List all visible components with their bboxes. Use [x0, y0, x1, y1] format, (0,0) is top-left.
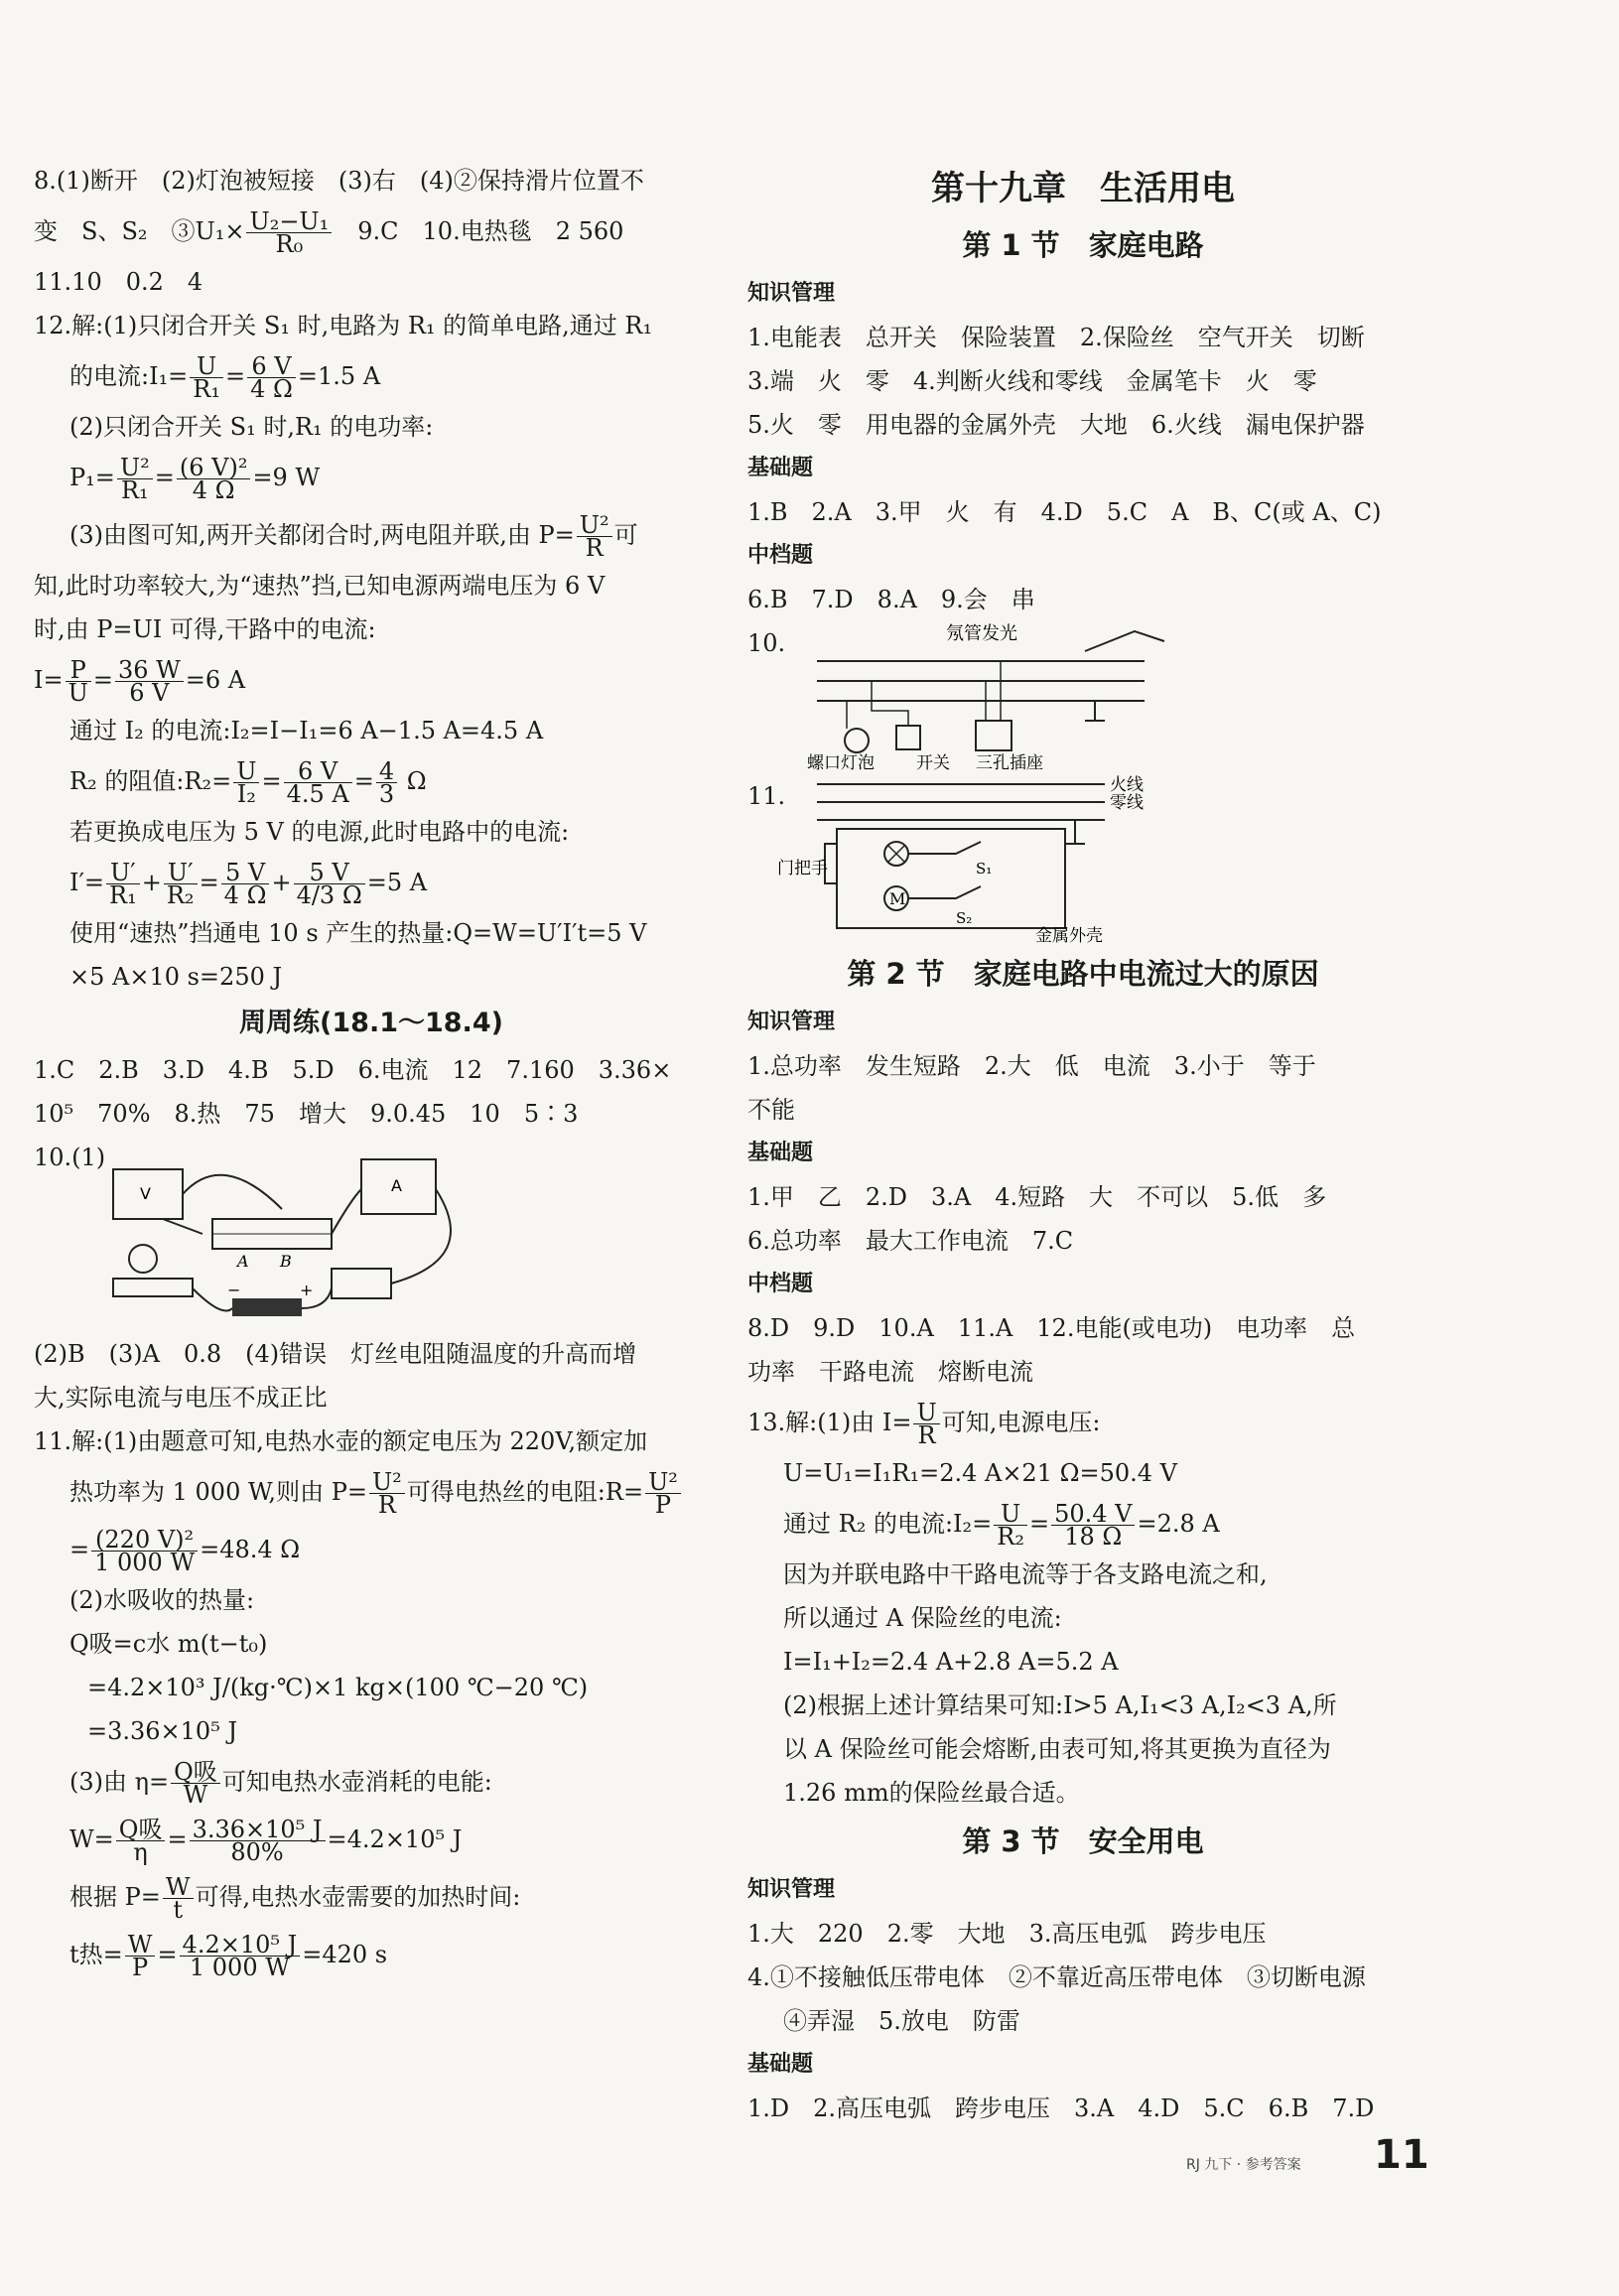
formula-line: t热= $\frac{W}{P}$ = $\frac{\text{4.2×10⁵ J}}{1 000 W}$ =420 s: [69, 1931, 388, 1981]
footer-text: RJ 九下 · 参考答案: [1186, 2157, 1301, 2173]
answer-line: 11.: [747, 782, 786, 810]
answer-line: [34, 203, 709, 260]
formula-line: = $\frac{\text{(220 V)²}}{1 000 W}$ =48.4 Ω: [69, 1526, 301, 1576]
fraction: $\frac{W}{P}$: [125, 1934, 156, 1978]
left-column: [34, 159, 709, 1983]
figure-label: 门把手: [777, 859, 828, 878]
answer-line: 因为并联电路中干路电流等于各支路电流之和,: [783, 1560, 1268, 1588]
figure-label: 氖管发光: [946, 623, 1017, 644]
fraction: $\frac{\text{(220 V)²}}{1 000 W}$: [91, 1529, 198, 1573]
test-pen-icon: [1085, 631, 1164, 651]
answer-line: 1.26 mm的保险丝最合适。: [783, 1779, 1080, 1807]
text: 变 S、S₂ ③U₁×: [34, 217, 245, 245]
subheading: 基础题: [747, 2052, 814, 2077]
fraction: $\frac{4}{3}$: [376, 760, 397, 805]
answer-line: 若更换成电压为 5 V 的电源,此时电路中的电流:: [69, 818, 570, 846]
figure-label: M: [889, 889, 906, 908]
answer-line: 1.总功率 发生短路 2.大 低 电流 3.小于 等于: [747, 1052, 1316, 1080]
metal-case: [837, 829, 1065, 928]
answer-line: 1.电能表 总开关 保险装置 2.保险丝 空气开关 切断: [747, 324, 1365, 351]
answer-line: 8.(1)断开 (2)灯泡被短接 (3)右 (4)②保持滑片位置不: [34, 167, 644, 195]
answer-line: 1.B 2.A 3.甲 火 有 4.D 5.C A B、C(或 A、C): [747, 498, 1382, 526]
answer-line: 以 A 保险丝可能会熔断,由表可知,将其更换为直径为: [783, 1735, 1331, 1763]
figure-label: 开关: [916, 753, 950, 770]
door-circuit-figure: [777, 774, 1194, 943]
figure-label: 火线: [1110, 775, 1144, 795]
fraction: $\frac{U}{\text{I₂}}$: [233, 760, 259, 805]
fraction: $\frac{U}{R}$: [913, 1402, 939, 1446]
answer-line: ④弄湿 5.放电 防雷: [783, 2007, 1020, 2035]
answer-line: 使用“速热”挡通电 10 s 产生的热量:Q=W=U′I′t=5 V: [69, 919, 647, 947]
formula-line: (3)由 η= $\frac{\text{Q吸}}{W}$ 可知电热水壶消耗的电能:: [69, 1758, 492, 1809]
answer-line: 11.10 0.2 4: [34, 268, 203, 296]
answer-line: 不能: [747, 1096, 795, 1124]
switch-icon: [332, 1269, 391, 1298]
terminal-label: +: [300, 1281, 314, 1299]
section-title: 第 1 节 家庭电路: [962, 228, 1204, 262]
answer-line: I=I₁+I₂=2.4 A+2.8 A=5.2 A: [783, 1648, 1119, 1676]
fraction: $\frac{5 V}{4 \Omega}$: [221, 862, 270, 906]
terminal-label: A: [237, 1252, 249, 1271]
answer-line: 1.D 2.高压电弧 跨步电压 3.A 4.D 5.C 6.B 7.D: [747, 2094, 1375, 2122]
weekly-practice-title: 周周练(18.1～18.4): [239, 1008, 503, 1038]
subheading: 知识管理: [747, 1877, 836, 1902]
terminal-label: B: [280, 1252, 292, 1271]
answer-line: 4.①不接触低压带电体 ②不靠近高压带电体 ③切断电源: [747, 1963, 1366, 1991]
battery-icon: [232, 1298, 302, 1316]
fraction: $\frac{\text{4.2×10⁵ J}}{1 000 W}$: [180, 1934, 301, 1978]
answer-line: 时,由 P=UI 可得,干路中的电流:: [34, 615, 376, 643]
answer-line: =4.2×10³ J/(kg·℃)×1 kg×(100 ℃−20 ℃): [87, 1674, 589, 1701]
right-column: [747, 159, 1418, 2130]
answer-line: 6.B 7.D 8.A 9.会 串: [747, 586, 1035, 613]
svg-text:V: V: [140, 1184, 151, 1203]
bulb-icon: [129, 1245, 157, 1273]
switch-icon: [896, 726, 920, 749]
answer-line: Q吸=c水 m(t−t₀): [69, 1630, 268, 1658]
answer-line: 8.D 9.D 10.A 11.A 12.电能(或电功) 电功率 总: [747, 1314, 1356, 1342]
figure-label: 螺口灯泡: [807, 753, 875, 770]
answer-line: ×5 A×10 s=250 J: [69, 963, 283, 991]
fraction: $\frac{W}{t}$: [163, 1876, 194, 1921]
answer-line: 3.端 火 零 4.判断火线和零线 金属笔卡 火 零: [747, 367, 1317, 395]
answer-line: (2)根据上述计算结果可知:I>5 A,I₁<3 A,I₂<3 A,所: [783, 1691, 1337, 1719]
fraction: $\frac{\text{U²}}{P}$: [645, 1471, 681, 1516]
answer-line: (2)水吸收的热量:: [69, 1586, 255, 1614]
section-title: 第 3 节 安全用电: [962, 1824, 1204, 1858]
formula-line: P₁= $\frac{\text{U²}}{\text{R₁}}$ = $\frac{\text{(6 V)²}}{4 \Omega}$ =9 W: [69, 454, 321, 504]
formula-line: R₂ 的阻值:R₂= $\frac{U}{\text{I₂}}$ = $\frac{6 V}{4.5 A}$ = $\frac{4}{3}$ Ω: [69, 757, 427, 808]
figure-label: 零线: [1110, 793, 1144, 813]
answer-line: 所以通过 A 保险丝的电流:: [783, 1604, 1062, 1632]
terminal-label: −: [227, 1281, 241, 1299]
answer-line: 通过 I₂ 的电流:I₂=I−I₁=6 A−1.5 A=4.5 A: [69, 717, 544, 744]
answer-line: 1.大 220 2.零 大地 3.高压电弧 跨步电压: [747, 1920, 1267, 1948]
figure-label: S₂: [956, 909, 973, 927]
fraction: $\frac{50.4 V}{18 \Omega}$: [1051, 1503, 1135, 1548]
answer-line: 1.甲 乙 2.D 3.A 4.短路 大 不可以 5.低 多: [747, 1183, 1327, 1211]
formula-line: 的电流:I₁= $\frac{U}{\text{R₁}}$ = $\frac{6 V}{4 \Omega}$ =1.5 A: [69, 352, 381, 403]
household-circuit-figure: [777, 621, 1194, 770]
bulb-icon: [845, 729, 869, 752]
formula-line: 热功率为 1 000 W,则由 P= $\frac{\text{U²}}{R}$ 可得电热丝的电阻:R= $\frac{\text{U²}}{P}$: [34, 1463, 709, 1521]
circuit-wiring-figure: [103, 1140, 520, 1328]
subheading: 知识管理: [747, 281, 836, 306]
fraction: $\frac{P}{U}$: [66, 659, 91, 704]
answer-line: 10⁵ 70% 8.热 75 增大 9.0.45 10 5∶3: [34, 1100, 579, 1128]
answer-line: 5.火 零 用电器的金属外壳 大地 6.火线 漏电保护器: [747, 411, 1365, 439]
formula-line: W= $\frac{\text{Q吸}}{\eta}$ = $\frac{\text{3.36×10⁵ J}}{80\%}$ =4.2×10⁵ J: [69, 1816, 463, 1866]
svg-text:A: A: [391, 1176, 402, 1195]
answer-line: U=U₁=I₁R₁=2.4 A×21 Ω=50.4 V: [783, 1459, 1178, 1487]
answer-line: =3.36×10⁵ J: [87, 1717, 238, 1745]
fraction: $\frac{\text{U²}}{\text{R₁}}$: [117, 457, 153, 501]
answer-line: 功率 干路电流 熔断电流: [747, 1358, 1033, 1386]
socket-icon: [976, 721, 1012, 750]
fraction: $\frac{5 V}{4/3 \Omega}$: [294, 862, 365, 906]
fraction: $\frac{\text{U₂−U₁}}{\text{R₀}}$: [246, 210, 332, 255]
answer-line: 11.解:(1)由题意可知,电热水壶的额定电压为 220V,额定加: [34, 1427, 648, 1455]
subheading: 中档题: [747, 1272, 814, 1296]
figure-label: S₁: [976, 860, 993, 878]
answer-line: 10.: [747, 629, 786, 657]
answer-line: 知,此时功率较大,为“速热”挡,已知电源两端电压为 6 V: [34, 572, 606, 600]
fraction: $\frac{U'}{\text{R₁}}$: [106, 862, 140, 906]
fraction: $\frac{\text{(6 V)²}}{4 \Omega}$: [177, 457, 251, 501]
subheading: 中档题: [747, 543, 814, 568]
subheading: 知识管理: [747, 1010, 836, 1034]
answer-line: (2)只闭合开关 S₁ 时,R₁ 的电功率:: [69, 413, 434, 441]
figure-label: 金属外壳: [1035, 926, 1103, 943]
formula-line: I= $\frac{P}{U}$ = $\frac{36 W}{6 V}$ =6 A: [34, 656, 246, 707]
page-number: 11: [1374, 2132, 1429, 2178]
chapter-title: 第十九章 生活用电: [931, 169, 1235, 208]
formula-line: (3)由图可知,两开关都闭合时,两电阻并联,由 P= $\frac{\text{U²}}{R}$ 可: [69, 511, 638, 562]
answer-line: 大,实际电流与电压不成正比: [34, 1384, 328, 1412]
figure-label: 三孔插座: [976, 753, 1043, 770]
answer-line: 12.解:(1)只闭合开关 S₁ 时,电路为 R₁ 的简单电路,通过 R₁: [34, 312, 653, 339]
formula-line: 13.解:(1)由 I= $\frac{U}{R}$ 可知,电源电压:: [747, 1399, 1101, 1449]
fraction: $\frac{36 W}{6 V}$: [115, 659, 184, 704]
formula-line: 根据 P= $\frac{W}{t}$ 可得,电热水壶需要的加热时间:: [69, 1873, 521, 1924]
fraction: $\frac{\text{3.36×10⁵ J}}{80\%}$: [190, 1819, 326, 1863]
fraction: $\frac{\text{Q吸}}{W}$: [171, 1761, 220, 1806]
fraction: $\frac{6 V}{4.5 A}$: [284, 760, 352, 805]
fraction: $\frac{\text{Q吸}}{\eta}$: [116, 1819, 166, 1863]
fraction: $\frac{U'}{\text{R₂}}$: [164, 862, 198, 906]
formula-line: 通过 R₂ 的电流:I₂= $\frac{U}{\text{R₂}}$ = $\frac{50.4 V}{18 \Omega}$ =2.8 A: [783, 1500, 1220, 1551]
section-title: 第 2 节 家庭电路中电流过大的原因: [847, 957, 1319, 991]
formula-line: I′= $\frac{U'}{\text{R₁}}$ + $\frac{U'}{\text{R₂}}$ = $\frac{5 V}{4 \Omega}$ + $\frac{5 V}{4/3 \Omega}$ =5 A: [69, 859, 428, 909]
answer-line: 1.C 2.B 3.D 4.B 5.D 6.电流 12 7.160 3.36×: [34, 1056, 672, 1084]
answer-line: 6.总功率 最大工作电流 7.C: [747, 1227, 1074, 1255]
fraction: $\frac{U}{\text{R₂}}$: [994, 1503, 1027, 1548]
subheading: 基础题: [747, 1141, 814, 1165]
text: 9.C 10.电热毯 2 560: [334, 217, 624, 245]
fraction: $\frac{6 V}{4 \Omega}$: [247, 355, 296, 400]
subheading: 基础题: [747, 456, 814, 480]
fraction: $\frac{\text{U²}}{R}$: [577, 514, 612, 559]
fraction: $\frac{U}{\text{R₁}}$: [190, 355, 223, 400]
fraction: $\frac{\text{U²}}{R}$: [369, 1471, 405, 1516]
answer-line: (2)B (3)A 0.8 (4)错误 灯丝电阻随温度的升高而增: [34, 1340, 637, 1368]
answer-line: 10.(1): [34, 1144, 106, 1171]
